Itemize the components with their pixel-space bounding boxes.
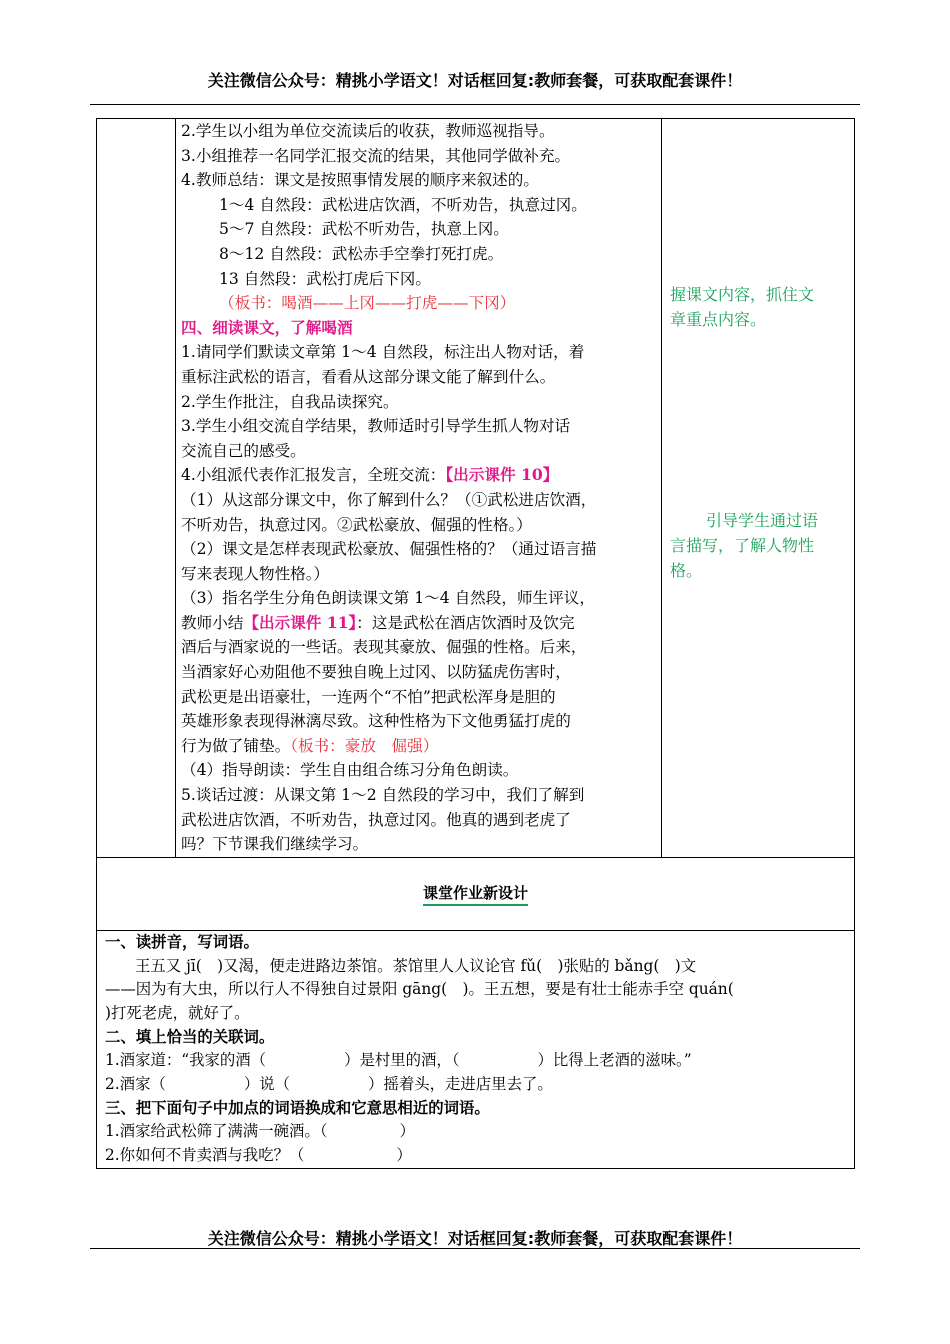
homework-text: ）说（ (243, 1075, 291, 1094)
homework-line: 王五又 jī( )又渴，便走进路边茶馆。茶馆里人人议论官 fǔ( )张贴的 bǎng( )文 (135, 956, 697, 975)
homework-title-cell (97, 857, 855, 930)
homework-text: 1.酒家道：“我家的酒（ (105, 1051, 267, 1070)
page-footer: 关注微信公众号：精挑小学语文！对话框回复:教师套餐，可获取配套课件！ (207, 1229, 743, 1248)
footer-rule (90, 1248, 860, 1249)
homework-line (105, 1073, 852, 1097)
homework-section-heading: 一、读拼音，写词语。 (105, 932, 259, 951)
lesson-line: 重标注武松的语言，看看从这部分课文能了解到什么。 (181, 367, 556, 386)
homework-text: ）摇着头，走进店里去了。 (368, 1075, 553, 1094)
lesson-line: （3）指名学生分角色朗读课文第 1～4 自然段，师生评议， (181, 589, 595, 608)
lesson-line: （4）指导朗读：学生自由组合练习分角色朗读。 (181, 761, 519, 780)
lesson-line: 吗？下节课我们继续学习。 (181, 835, 369, 854)
homework-line: ——因为有大虫，所以行人不得独自过景阳 gāng( )。王五想，要是有壮士能赤手空 quán( (105, 980, 734, 999)
homework-cell (97, 930, 855, 1168)
homework-title-row (97, 857, 855, 930)
lesson-line: 8～12 自然段：武松赤手空拳打死打虎。 (219, 244, 504, 263)
lesson-line: 3.小组推荐一名同学汇报交流的结果，其他同学做补充。 (181, 146, 571, 165)
lesson-line: 当酒家好心劝阻他不要独自晚上过冈、以防猛虎伤害时， (181, 663, 571, 682)
empty-left-cell (97, 119, 176, 858)
lesson-content-cell (176, 119, 662, 858)
courseware-tag: 【出示课件 11】 (243, 612, 357, 632)
homework-text: ） (396, 1146, 412, 1165)
notes-cell (662, 119, 855, 858)
lesson-line: （1）从这部分课文中，你了解到什么？（①武松进店饮酒， (181, 490, 597, 509)
homework-line (105, 1120, 852, 1144)
homework-text: 1.酒家给武松筛了满满一碗酒。（ (105, 1122, 328, 1141)
homework-text: 2.酒家（ (105, 1075, 166, 1094)
lesson-table (96, 118, 855, 1169)
lesson-text: 行为做了铺垫。 (181, 736, 291, 755)
note-line: 引导学生通过语 (706, 511, 819, 530)
lesson-line: 5.谈话过渡：从课文第 1～2 自然段的学习中，我们了解到 (181, 786, 585, 805)
lesson-line (181, 734, 659, 759)
lesson-line: 英雄形象表现得淋漓尽致。这种性格为下文他勇猛打虎的 (181, 712, 571, 731)
lesson-line: 武松进店饮酒，不听劝告，执意过冈。他真的遇到老虎了 (181, 810, 571, 829)
note-line: 章重点内容。 (670, 310, 767, 329)
homework-section-heading: 二、填上恰当的关联词。 (105, 1027, 275, 1046)
lesson-line: 酒后与酒家说的一些话。表现其豪放、倔强的性格。后来， (181, 638, 587, 657)
lesson-line: 写来表现人物性格。） (181, 564, 330, 583)
section-heading: 四、细读课文，了解喝酒 (181, 317, 353, 337)
courseware-tag: 【出示课件 10】 (445, 465, 559, 485)
homework-row (97, 930, 855, 1168)
homework-text: 2.你如何不肯卖酒与我吃？（ (105, 1146, 305, 1165)
lesson-text: 教师小结 (181, 613, 244, 632)
lesson-text: 4.小组派代表作汇报发言，全班交流： (181, 466, 446, 485)
note-line: 握课文内容，抓住文 (670, 285, 815, 304)
homework-title: 课堂作业新设计 (423, 882, 528, 906)
blackboard-note: （板书：豪放 倔强） (290, 736, 439, 755)
lesson-row (97, 119, 855, 858)
lesson-line: 5～7 自然段：武松不听劝告，执意上冈。 (219, 220, 509, 239)
homework-line (105, 1049, 852, 1073)
lesson-line: 不听劝告，执意过冈。②武松豪放、倔强的性格。） (181, 515, 532, 534)
lesson-line (181, 611, 659, 636)
note-line: 言描写，了解人物性 (670, 536, 815, 555)
page-header: 关注微信公众号：精挑小学语文！对话框回复:教师套餐，可获取配套课件！ (207, 71, 743, 90)
lesson-line: 3.学生小组交流自学结果，教师适时引导学生抓人物对话 (181, 417, 571, 436)
lesson-line (181, 463, 659, 488)
header-rule (90, 104, 860, 105)
homework-text: ）比得上老酒的滋味。” (537, 1051, 692, 1070)
lesson-line: 交流自己的感受。 (181, 441, 306, 460)
lesson-line: 2.学生作批注，自我品读探究。 (181, 392, 399, 411)
note-line: 格。 (670, 561, 703, 580)
lesson-line: 1～4 自然段：武松进店饮酒，不听劝告，执意过冈。 (219, 195, 587, 214)
lesson-text: ：这是武松在酒店饮酒时及饮完 (356, 613, 575, 632)
lesson-line: 13 自然段：武松打虎后下冈。 (219, 269, 431, 288)
homework-line (105, 1144, 852, 1168)
homework-text: ）是村里的酒，（ (344, 1051, 460, 1070)
homework-line: )打死老虎，就好了。 (105, 1003, 250, 1022)
lesson-line: 2.学生以小组为单位交流读后的收获，教师巡视指导。 (181, 122, 555, 140)
homework-section-heading: 三、把下面句子中加点的词语换成和它意思相近的词语。 (105, 1098, 490, 1117)
lesson-line: 1.请同学们默读文章第 1～4 自然段，标注出人物对话，着 (181, 343, 585, 362)
blackboard-note: （板书：喝酒——上冈——打虎——下冈） (219, 294, 516, 313)
lesson-line: 武松更是出语豪壮，一连两个“不怕”把武松浑身是胆的 (181, 687, 556, 706)
lesson-line: （2）课文是怎样表现武松豪放、倔强性格的？（通过语言描 (181, 540, 597, 559)
homework-text: ） (399, 1122, 415, 1141)
lesson-line: 4.教师总结：课文是按照事情发展的顺序来叙述的。 (181, 171, 539, 190)
